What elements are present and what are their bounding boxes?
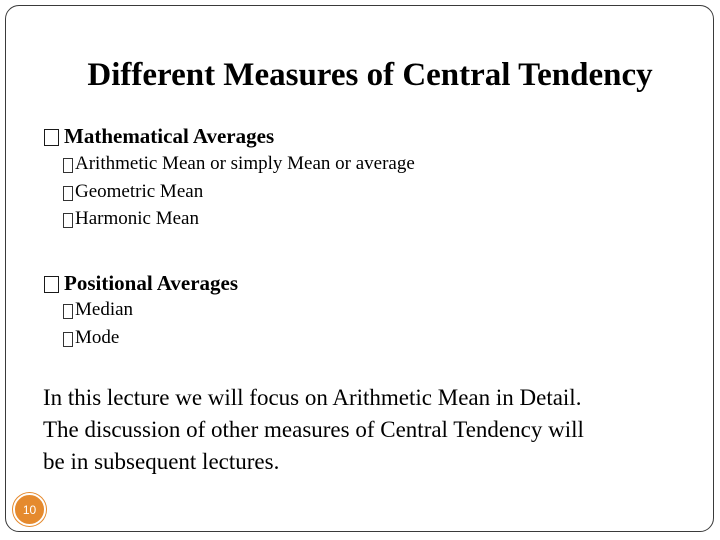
- page-number: 10: [22, 502, 37, 517]
- list-item-label: Arithmetic Mean or simply Mean or average: [75, 153, 415, 174]
- missing-glyph-box-icon: [63, 186, 73, 201]
- missing-glyph-box-icon: [63, 332, 73, 347]
- slide-title: Different Measures of Central Tendency: [87, 57, 653, 93]
- list-item-label: Median: [75, 299, 134, 320]
- missing-glyph-box-icon: [63, 304, 73, 319]
- missing-glyph-box-icon: [44, 276, 59, 293]
- list-item-label: Geometric Mean: [75, 181, 204, 202]
- lecture-note-paragraph: [43, 382, 683, 478]
- section-heading-label: Positional Averages: [64, 271, 239, 295]
- missing-glyph-box-icon: [63, 213, 73, 228]
- list-item-label: Harmonic Mean: [75, 208, 199, 229]
- list-item-mode: [63, 327, 119, 349]
- section-heading-label: Mathematical Averages: [64, 124, 275, 148]
- paragraph-line: The discussion of other measures of Central Tendency will: [43, 417, 584, 442]
- paragraph-line: In this lecture we will focus on Arithmetic Mean in Detail.: [43, 385, 582, 410]
- list-item-median: [63, 299, 133, 321]
- paragraph-line: be in subsequent lectures.: [43, 449, 280, 474]
- section-heading-positional-averages: [44, 270, 238, 296]
- missing-glyph-box-icon: [63, 158, 73, 173]
- list-item-label: Mode: [75, 327, 120, 348]
- missing-glyph-box-icon: [44, 129, 59, 146]
- section-heading-mathematical-averages: [44, 123, 274, 149]
- list-item-harmonic-mean: [63, 208, 199, 230]
- list-item-arithmetic-mean: [63, 153, 415, 175]
- list-item-geometric-mean: [63, 181, 203, 203]
- page-number-badge: [13, 493, 46, 526]
